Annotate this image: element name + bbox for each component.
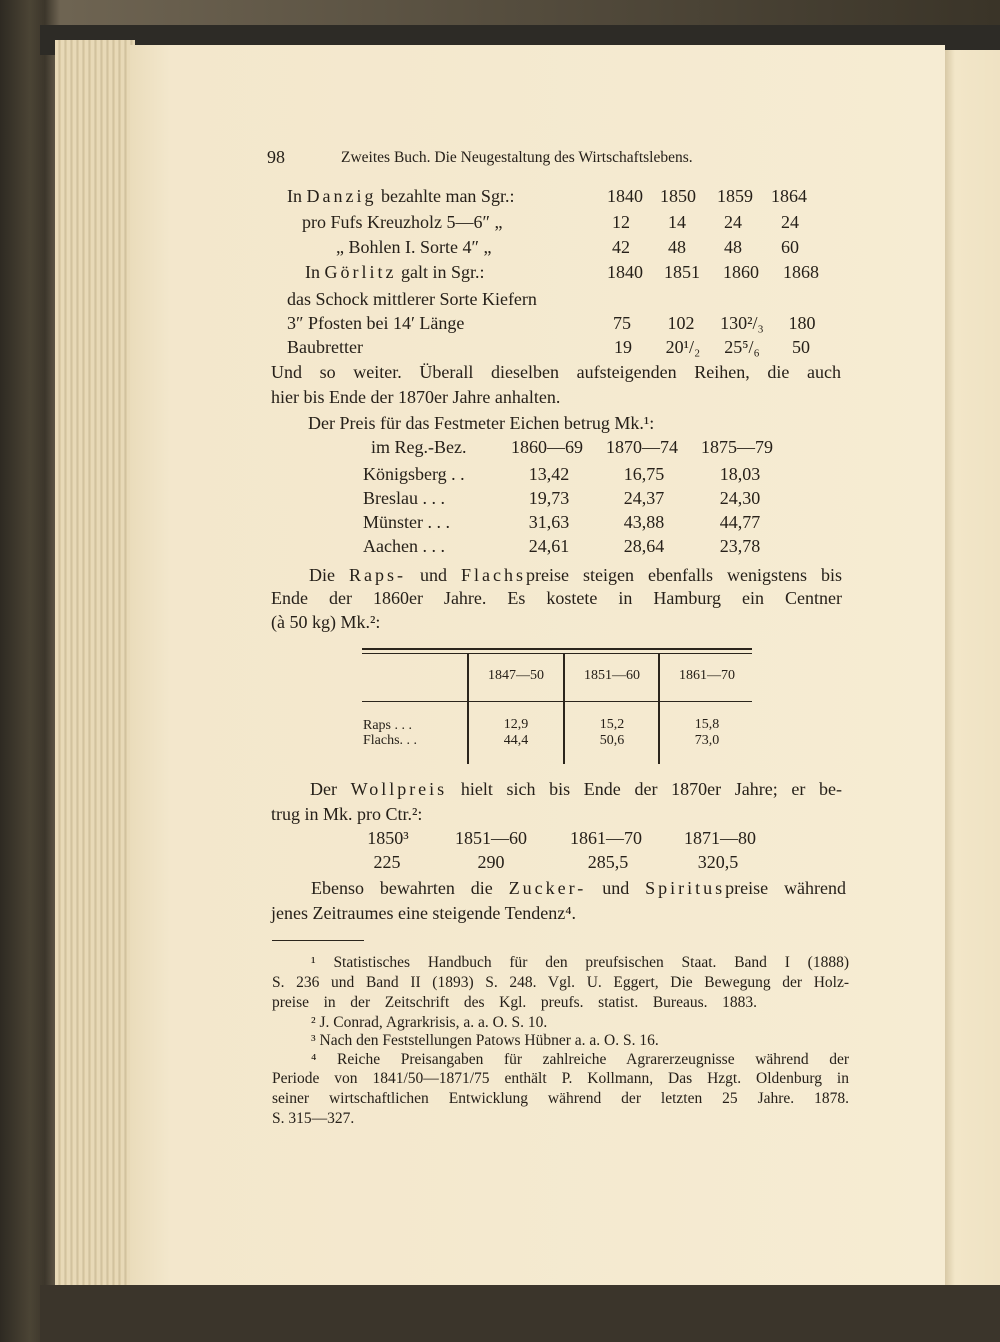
danzig-year: 1859 (717, 186, 753, 206)
book-bottom-shadow (40, 1285, 1000, 1342)
wool-year: 1850³ (367, 828, 409, 848)
paragraph-line: Die Raps- und Flachspreise steigen ebenfalls wenigstens bis (309, 565, 842, 585)
paragraph-line: Ebenso bewahrten die Zucker- und Spirituspreise während (311, 878, 847, 898)
table-column-rule (563, 702, 565, 764)
table-column-rule (467, 654, 469, 701)
pfosten-value: 130²/₃ (720, 313, 764, 333)
table-column-rule (467, 702, 469, 764)
paragraph-line: Und so weiter. Überall dieselben aufsteigenden Reihen, die auch (271, 362, 841, 382)
paragraph-line: jenes Zeitraumes eine steigende Tendenz⁴. (271, 903, 577, 923)
wool-value: 320,5 (697, 852, 739, 872)
paragraph-line: trug in Mk. pro Ctr.²: (271, 804, 423, 824)
paragraph-line: hier bis Ende der 1870er Jahre anhalten. (271, 387, 561, 407)
baubretter-value: 25⁵/₆ (724, 337, 760, 357)
raps-table-value: 44,4 (503, 733, 529, 748)
schock-label: das Schock mittlerer Sorte Kiefern (287, 289, 537, 309)
raps-table-value: 15,8 (694, 717, 720, 732)
oak-value: 19,73 (528, 488, 570, 508)
facing-page (945, 50, 1000, 1295)
raps-table-row-name: Raps . . . (363, 718, 412, 733)
goerlitz-year: 1851 (664, 262, 700, 282)
table-column-rule (658, 654, 660, 701)
goerlitz-year: 1860 (723, 262, 759, 282)
table-top-rule (362, 648, 752, 650)
danzig-year: 1840 (607, 186, 643, 206)
oak-value: 43,88 (623, 512, 665, 532)
footnote-4: S. 315—327. (272, 1110, 355, 1127)
danzig-year: 1864 (771, 186, 807, 206)
kreuzholz-value: 24 (781, 212, 799, 232)
bohlen-label: „ Bohlen I. Sorte 4″ „ (336, 237, 492, 257)
wool-value: 225 (373, 852, 401, 872)
bohlen-value: 48 (724, 237, 742, 257)
footnote-3: ³ Nach den Feststellungen Patows Hübner a. a. O. S. 16. (311, 1032, 659, 1049)
footnote-4: seiner wirtschaftlichen Entwicklung während der letzten 25 Jahre. 1878. (272, 1090, 849, 1107)
footnote-1: preise in der Zeitschrift des Kgl. preufs. statist. Bureaus. 1883. (272, 994, 757, 1011)
raps-table-row-name: Flachs. . . (363, 733, 418, 748)
footnote-4: ⁴ Reiche Preisangaben für zahlreiche Agrarerzeugnisse während der (311, 1051, 849, 1068)
oak-value: 44,77 (719, 512, 761, 532)
wool-value: 285,5 (587, 852, 629, 872)
goerlitz-year: 1840 (607, 262, 643, 282)
bohlen-value: 42 (612, 237, 630, 257)
raps-table-value: 50,6 (599, 733, 625, 748)
bohlen-value: 48 (668, 237, 686, 257)
footnote-4: Periode von 1841/50—1871/75 enthält P. Kollmann, Das Hzgt. Oldenburg in (272, 1070, 849, 1087)
oak-row-name: Aachen . . . (363, 536, 445, 556)
baubretter-value: 50 (792, 337, 810, 357)
pfosten-label: 3″ Pfosten bei 14′ Länge (287, 313, 465, 333)
table-top-rule (362, 653, 752, 654)
page-edges (55, 40, 135, 1285)
danzig-year: 1850 (660, 186, 696, 206)
wool-value: 290 (477, 852, 505, 872)
kreuzholz-value: 24 (724, 212, 742, 232)
paragraph-line: Ende der 1860er Jahre. Es kostete in Hamburg ein Centner (271, 588, 842, 608)
oak-row-name: Breslau . . . (363, 488, 445, 508)
pfosten-value: 102 (667, 313, 695, 333)
paragraph-line: Der Wollpreis hielt sich bis Ende der 1870er Jahre; er be- (310, 779, 842, 799)
raps-table-value: 15,2 (599, 717, 625, 732)
oak-value: 31,63 (528, 512, 570, 532)
footnote-1: S. 236 und Band II (1893) S. 248. Vgl. U. Eggert, Die Bewegung der Holz- (272, 974, 849, 991)
oak-value: 24,37 (623, 488, 665, 508)
kreuzholz-value: 14 (668, 212, 686, 232)
wool-year: 1871—80 (684, 828, 756, 848)
oak-header-period: 1875—79 (701, 437, 773, 457)
footnote-2: ² J. Conrad, Agrarkrisis, a. a. O. S. 10. (311, 1014, 548, 1031)
oak-value: 24,61 (528, 536, 570, 556)
running-title: Zweites Buch. Die Neugestaltung des Wirtschaftslebens. (341, 149, 693, 166)
oak-value: 24,30 (719, 488, 761, 508)
table-column-rule (563, 654, 565, 701)
raps-table-header: 1851—60 (584, 668, 640, 683)
goerlitz-year: 1868 (783, 262, 819, 282)
kreuzholz-label: pro Fufs Kreuzholz 5—6″ „ (302, 212, 503, 232)
oak-value: 23,78 (719, 536, 761, 556)
raps-table-header: 1847—50 (488, 668, 544, 683)
raps-table-value: 12,9 (503, 717, 529, 732)
table-header-rule (362, 701, 752, 702)
wool-year: 1851—60 (455, 828, 527, 848)
danzig-label: In Danzig bezahlte man Sgr.: (287, 186, 515, 206)
footnote-rule (272, 940, 364, 941)
raps-table-value: 73,0 (694, 733, 720, 748)
baubretter-value: 19 (614, 337, 632, 357)
raps-table-header: 1861—70 (679, 668, 735, 683)
oak-header-region: im Reg.-Bez. (371, 437, 467, 457)
paragraph-line: (à 50 kg) Mk.²: (271, 612, 381, 632)
pfosten-value: 180 (788, 313, 816, 333)
oak-value: 18,03 (719, 464, 761, 484)
oak-value: 28,64 (623, 536, 665, 556)
goerlitz-label: In Görlitz galt in Sgr.: (305, 262, 485, 282)
table-column-rule (658, 702, 660, 764)
wool-year: 1861—70 (570, 828, 642, 848)
oak-row-name: Münster . . . (363, 512, 450, 532)
baubretter-label: Baubretter (287, 337, 363, 357)
oak-intro: Der Preis für das Festmeter Eichen betrug Mk.¹: (308, 413, 655, 433)
baubretter-value: 20¹/₂ (665, 337, 701, 357)
oak-value: 16,75 (623, 464, 665, 484)
kreuzholz-value: 12 (612, 212, 630, 232)
oak-header-period: 1860—69 (511, 437, 583, 457)
oak-header-period: 1870—74 (606, 437, 678, 457)
page-number: 98 (267, 147, 285, 167)
bohlen-value: 60 (781, 237, 799, 257)
footnote-1: ¹ Statistisches Handbuch für den preufsischen Staat. Band I (1888) (311, 954, 849, 971)
oak-value: 13,42 (528, 464, 570, 484)
oak-row-name: Königsberg . . (363, 464, 465, 484)
pfosten-value: 75 (613, 313, 631, 333)
